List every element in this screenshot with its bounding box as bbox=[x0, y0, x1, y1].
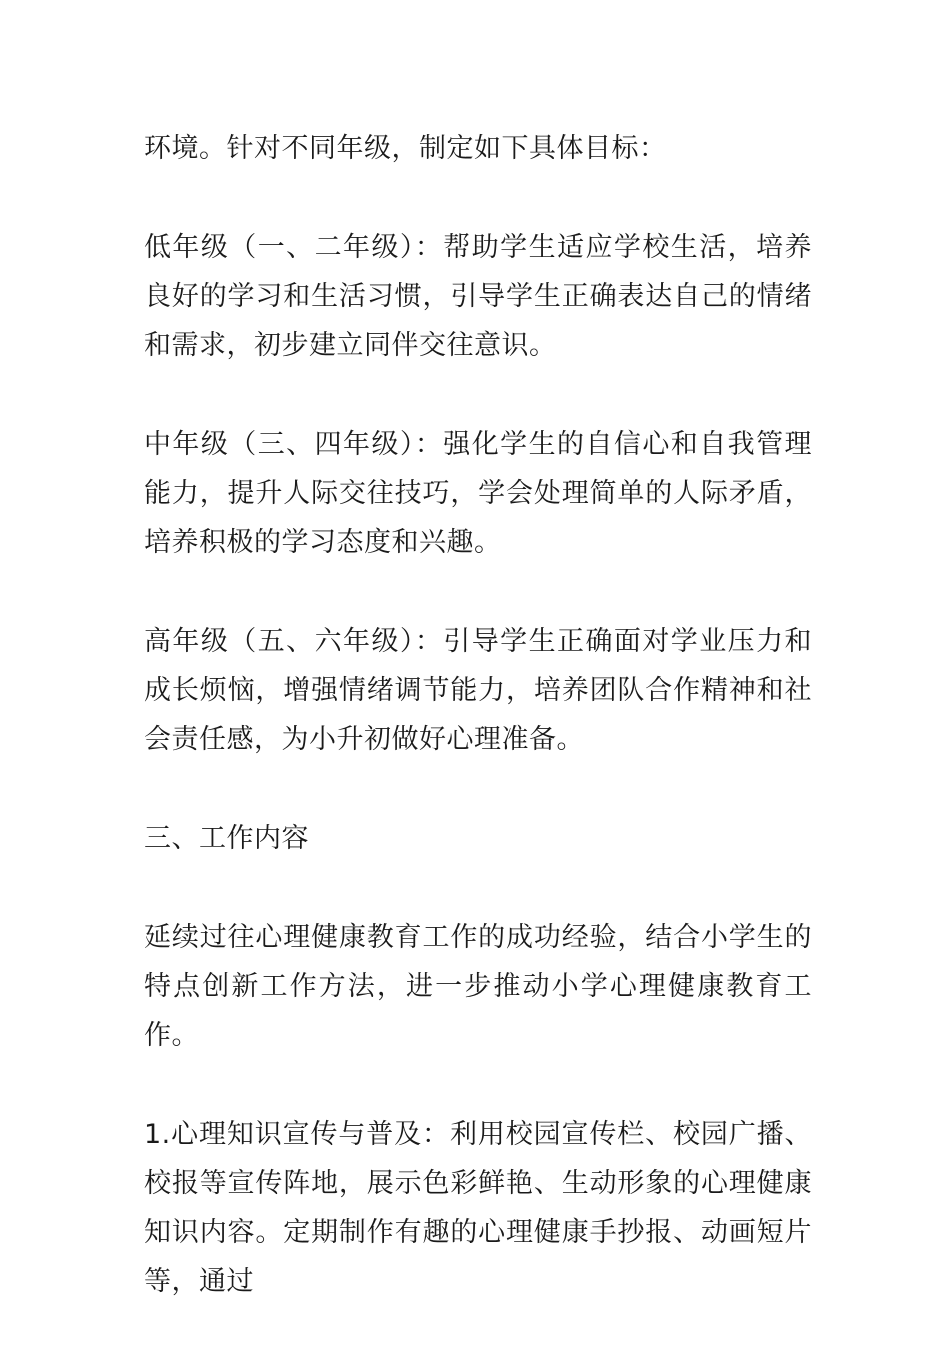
paragraph-lower-grades: 低年级（一、二年级）：帮助学生适应学校生活，培养良好的学习和生活习惯，引导学生正确表达自己的情绪和需求，初步建立同伴交往意识。 bbox=[144, 232, 812, 361]
paragraph-upper-grades: 高年级（五、六年级）：引导学生正确面对学业压力和成长烦恼，增强情绪调节能力，培养团队合作精神和社会责任感，为小升初做好心理准备。 bbox=[144, 626, 812, 755]
document-body bbox=[144, 124, 812, 1356]
section-heading-work-content: 三、工作内容 bbox=[144, 823, 309, 854]
paragraph-middle-grades: 中年级（三、四年级）：强化学生的自信心和自我管理能力，提升人际交往技巧，学会处理简单的人际矛盾，培养积极的学习态度和兴趣。 bbox=[144, 429, 812, 558]
paragraph-work-overview: 延续过往心理健康教育工作的成功经验，结合小学生的特点创新工作方法，进一步推动小学心理健康教育工作。 bbox=[144, 922, 812, 1051]
paragraph-knowledge-promotion: 1.心理知识宣传与普及：利用校园宣传栏、校园广播、校报等宣传阵地，展示色彩鲜艳、生动形象的心理健康知识内容。定期制作有趣的心理健康手抄报、动画短片等，通过 bbox=[144, 1119, 812, 1297]
paragraph-goals-intro: 环境。针对不同年级，制定如下具体目标： bbox=[144, 133, 667, 164]
